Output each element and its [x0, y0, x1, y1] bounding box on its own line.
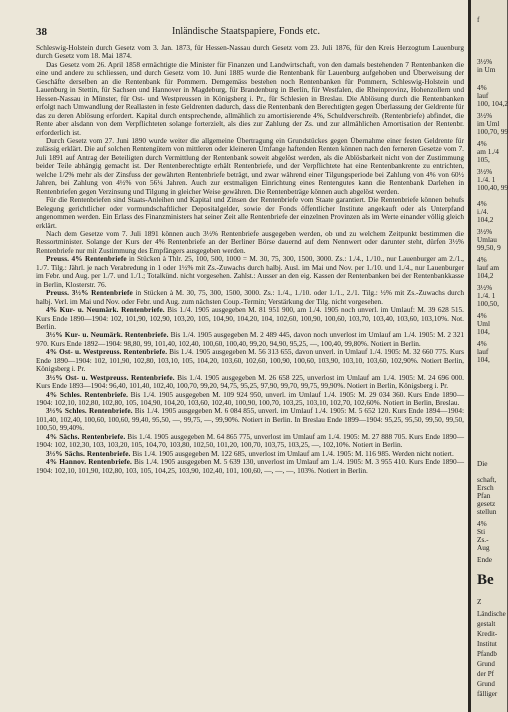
- right-page-fragment: 4%: [477, 519, 487, 528]
- entry-title: 3½% Sächs. Rentenbriefe.: [46, 448, 131, 458]
- page-number: 38: [36, 26, 47, 38]
- right-page-fragment: 4%: [477, 199, 487, 208]
- right-page-fragment: f: [477, 15, 480, 24]
- right-page-fragment: i./4.: [477, 207, 489, 216]
- body-paragraph: [36, 137, 464, 196]
- paragraph-text: in Stücken à M. 30, 75, 300, 1500, 3000. Zs.: 1./4., 1./10. oder 1./1., 2./1. Tilg.: ½% mit Zs.-Zuwachs durch halbj. Verl. im Mai und Nov. oder Febr. und Aug. zum nächsten Coup.-Termin; Verstärkung der Tilg. nicht vorgesehen.: [36, 288, 464, 306]
- right-page-fragment: 104,2: [477, 215, 494, 224]
- right-page-fragment: gesetz: [477, 499, 496, 508]
- paragraph-text: Bis 1./4. 1905 ausgegeben M. 56 313 655, davon unverl. in Umlauf 1./4. 1905: M. 32 660 775. Kurs Ende 1890—1904: 102, 101,90, 102,80, 103,10, 105, 104,20, 103,60, 102,60, 100,90, 100,60, 103,90, 103,10, 103,60, 102,90%. Notiert Berlin, Königsberg i. Pr.: [36, 347, 465, 374]
- right-page-fragment: 4%: [477, 83, 487, 92]
- right-page-fragment: 100,40, 99: [477, 183, 508, 192]
- paragraph-text: in Stücken à Thlr. 25, 100, 500, 1000 = M. 30, 75, 300, 1500, 3000. Zs.: 1./4., 1./10., nur Lauenburger am 2./1., 1./7. Tilg.: Jährl. je nach Verabredung in 1 oder 1½% mit Zs.-Zuwachs durch halbj. Ausl. im Mai und Nov. per 1./10. und 1./4., nur Lauenburger im Febr. und Aug. per 1./7. und 1./1.; Totalkünd. nicht vorgesehen. Zahlst.: Ausser an den eig. Kassen der Rentenbanken bei der Rentenbankkasse in Berlin, Klosterstr. 76.: [36, 254, 464, 289]
- paragraph-text: Bis 1./4. 1905 ausgegeben M. 122 685, unverlost im Umlauf am 1./4. 1905: M. 116 985. Werden nicht notiert.: [132, 448, 454, 458]
- right-page-fragment: 100,50,: [477, 299, 499, 308]
- right-page-fragment: 3½%: [477, 227, 493, 236]
- right-page-fragment: Die: [477, 459, 488, 468]
- right-page-fragment: 4%: [477, 255, 487, 264]
- paragraph-text: Bis 1./4. 1905 ausgegeben M. 2 489 445, davon noch unverlost im Umlauf am 1./4. 1905: M. 2 321 970. Kurs Ende 1892—1904: 98,80, 99, 101,40, 102,40, 100,60, 100,40, 99,20, 94,90, 95,25, —, 100,40, 99,80%. Notiert in Berlin.: [36, 330, 464, 348]
- entry-paragraph: [36, 348, 464, 373]
- entry-title: 4% Schles. Rentenbriefe.: [46, 389, 129, 399]
- right-page-fragment: Ländische: [477, 610, 506, 618]
- right-page-fragment: schaft,: [477, 475, 497, 484]
- body-paragraph: [36, 61, 464, 137]
- page-header: [36, 26, 456, 40]
- entry-paragraph: [36, 374, 464, 391]
- right-page-fragment: 1./4. 1: [477, 175, 496, 184]
- paragraph-text: Für die Rentenbriefen sind Staats-Anleihen und Kapital und Zinsen der Rentenbriefe vom Staate garantiert. Die Rentenbriefe können behufs Belegung gerichtlicher oder vormundschaftlicher Depositalgelder, sowie der Fonds öffentlicher Institute angekauft oder als Unterpfand angenommen werden. Ein Erlass des Finanzministers hat seiner Zeit alle Rentenbriefe der einzelnen Provinzen als im Werte einander völlig gleich erklärt.: [36, 195, 464, 230]
- entry-title: 3½% Schles. Rentenbriefe.: [46, 406, 133, 416]
- body-paragraph: [36, 230, 464, 255]
- entry-paragraph: [36, 407, 464, 432]
- right-page-fragment: 1./4. 1: [477, 291, 496, 300]
- paragraph-text: Das Gesetz vom 26. April 1858 ermächtigte die Minister für Finanzen und Landwirtschaft, von den damals bestehenden 7 Rentenbanken die eine und andere zu schliessen, und durch Gesetz vom 10. Juni 1885 wurde die Rentenbank für Lauenburg aufgehoben und Überweisung der Geschäfte derselben an die Rentenbank für Pommern. Demgemäss bestehen noch Rentenbanken für Pommern, Schleswig-Holstein und Lauenburg in Stettin, für Sachsen und Hannover in Magdeburg, für Brandenburg in Berlin, für Westfalen, die Rheinprovinz, Hohenzollern und Hessen-Nassau in Münster, für Ost- und Westpreussen in Königsberg i. Pr., für Schlesien in Breslau. Die Ablösung durch die Rentenbanken erfolgt nach Umwandlung der Reallasten in feste Geldrenten dadurch, dass die Rentenbank den Berechtigten gegen Überlassung der Geldrente für das zu deren Ablösung erfordert. Kapital durch entsprechende, allmählich zu amortisierende 4%, Schuldverschreib. (Rentenbriefe) abfindet, die Rente aber alsdann von dem Verpflichteten solange forterzielt, als dies zur Zahlung der Zs. und zur allmählichen Amortisation der Rentenbr. erforderlich ist.: [36, 59, 464, 137]
- right-page-fragment: gestalt: [477, 620, 496, 628]
- entry-paragraph: [36, 458, 464, 475]
- adjacent-page-edge: [468, 0, 507, 712]
- entry-paragraph: [36, 289, 464, 306]
- right-page-fragment: Kredit-: [477, 630, 498, 638]
- right-page-fragment: 104,: [477, 327, 490, 336]
- right-page-fragment: lauf: [477, 347, 489, 356]
- right-page-fragment: stellun: [477, 507, 497, 516]
- right-page-fragment: 104,2: [477, 271, 494, 280]
- paragraph-text: Bis 1./4. 1905 ausgegeben M. 26 658 225, unverlost im Umlauf am 1./4. 1905: M. 24 696 000. Kurs Ende 1893—1904: 96,40, 101,40, 102,40, 100,70, 99,20, 94,75, 95,25, 97,90, 99,70, 99,75, 99,90%. Notiert in Berlin, Königsberg i. Pr.: [36, 372, 465, 391]
- right-page-fragment: lauf am: [477, 263, 500, 272]
- entry-title: 4% Hannov. Rentenbriefe.: [46, 457, 132, 467]
- entry-paragraph: [36, 391, 464, 408]
- right-page-fragment: 105,: [477, 155, 490, 164]
- entry-paragraph: [36, 306, 464, 331]
- right-page-fragment: Ersch: [477, 483, 494, 492]
- paragraph-text: Schleswig-Holstein durch Gesetz vom 3. Jan. 1873, für Hessen-Nassau durch Gesetz vom 23. Juli 1876, für den Kreis Herzogtum Lauenburg durch Gesetz vom 18. Mai 1874.: [36, 43, 464, 61]
- right-page-fragment: 100, 104,2: [477, 99, 508, 108]
- right-page-fragment: Grund: [477, 680, 495, 688]
- text-column: [36, 44, 464, 706]
- body-paragraph: [36, 44, 464, 61]
- paragraph-text: Durch Gesetz vom 27. Juni 1890 wurde weiter die allgemeine Übertragung ein Grundstückes gegen Übernahme einer festen Geldrente für zulässig erklärt. Die auf solchen Rentengütern von mittleren oder kleineren Umfange haftenden Renten können nach den ferneren Gesetze vom 7. Juli 1891 auf Antrag der Beteiligten durch Vermittlung der Rentenbank soweit abgelöst werden, als die Ablösbarkeit nicht von der Zustimmung beider Teile abhängig gemacht ist. Der Rentenberechtigte erhält Rentenbriefe, und der Verpflichtete hat eine Rentenbankrente zu entrichten, welche 1/2% mehr als der Zinsfuss der gewährten Rentenbriefe beträgt, und zwar während einer Tilgungsperiode bei Zahlung von 4% von 60½ Jahren, bei Zahlung von 4½% von 56¼ Jahren. Auch zur erstmaligen Einrichtung eines Rentengutes kann die Rentenbank Darlehen in Rentenbriefen gegen Verzinsung und Tilgung in gleicher Weise gewähren. Die Rentenbeträge können auch abgelöst werden.: [36, 135, 464, 196]
- right-page-fragment: 104,: [477, 355, 490, 364]
- right-page-fragment: 3½%: [477, 111, 493, 120]
- entry-paragraph: [36, 433, 464, 450]
- entry-title: 3½% Ost- u. Westpreuss. Rentenbriefe.: [46, 372, 175, 382]
- right-page-fragment: Grund: [477, 660, 495, 668]
- right-page-fragment: Zs.-: [477, 535, 489, 544]
- right-page-fragment: Pfan: [477, 491, 491, 500]
- right-page-fragment: Z: [477, 597, 482, 606]
- paragraph-text: Bis 1./4. 1905 ausgegeben M. 81 951 900, am 1./4. 1905 noch unverl. im Umlauf: M. 39 628 515. Kurs Ende 1890—1904: 102, 101,90, 102,90, 103,20, 105, 104,90, 104,20, 104, 102,60, 100,90, 100,60, 103,70, 103,40, 103,60, 103,10%. Not. Berlin.: [36, 305, 464, 331]
- right-page-fragment: der Pf: [477, 670, 494, 678]
- right-page-fragment: 3½%: [477, 167, 493, 176]
- right-page-fragment: Uml: [477, 319, 490, 328]
- right-page-fragment: Be: [477, 572, 494, 588]
- right-page-fragment: Umlau: [477, 235, 497, 244]
- entry-title: 4% Ost- u. Westpreuss. Rentenbriefe.: [46, 347, 168, 357]
- entry-title: Preuss. 4% Rentenbriefe: [46, 254, 127, 264]
- right-page-fragment: am 1./4: [477, 147, 499, 156]
- paragraph-text: Bis 1./4. 1905 ausgegeben M. 6 084 855, unverl. im Umlauf 1./4. 1905: M. 5 652 120. Kurs Ende 1894—1904: 101,40, 102,40, 100,60, 100,60, 99,40, 95,50, —, 99,75, —, 99,90%. Notiert in Berlin. In Breslau Ende 1899—1904: 95,25, 95,50, 99,50, 99,50, 100,50, 99,40%.: [36, 406, 465, 433]
- entry-paragraph: [36, 331, 464, 348]
- entry-title: 4% Sächs. Rentenbriefe.: [46, 431, 126, 441]
- paragraph-text: Bis 1./4. 1905 ausgegeben M. 109 924 950, unverl. im Umlauf 1./4. 1905: M. 29 034 360. Kurs Ende 1890—1904: 102,10, 102,80, 102,80, 105, 104,90, 104,20, 103,60, 102,40, 100,90, 100,70, 103,25, 103,10, 102,70, 102,60%. Notiert in Berlin, Breslau.: [36, 389, 464, 408]
- right-page-fragment: 3½%: [477, 283, 493, 292]
- paragraph-text: Nach dem Gesetze vom 7. Juli 1891 können auch 3½% Rentenbriefe ausgegeben werden, ob und zu welchem Zeitpunkt bestimmen die Ressortminister. Solange der Kurs der 4% Rentenbriefe an der Berliner Börse dauernd auf dem Nennwert oder darunter steht, dürfen 3½% Rentenbriefe nur mit Zustimmung des Empfängers ausgegeben werden.: [36, 228, 464, 255]
- right-page-fragment: fälliger: [477, 690, 498, 698]
- running-head: Inländische Staatspapiere, Fonds etc.: [171, 26, 320, 37]
- entry-title: 3½% Kur- u. Neumärk. Rentenbriefe.: [46, 330, 169, 340]
- right-page-fragment: in Um: [477, 65, 496, 74]
- right-page-fragment: 100,70, 99: [477, 127, 508, 136]
- paragraph-text: Bis 1./4. 1905 ausgegeben M. 5 639 130, unverlost im Umlauf am 1./4. 1905: M. 3 955 410. Kurs Ende 1890—1904: 102,10, 101,90, 102,80, 103, 105, 104,25, 103,90, 102,40, 101, 100,60, —, —, —, 103%. Notiert in Berlin.: [36, 457, 464, 475]
- right-page-fragment: 99,50, 9: [477, 243, 501, 252]
- right-page-fragment: 4%: [477, 311, 487, 320]
- right-page-fragment: 3½%: [477, 57, 493, 66]
- right-page-fragment: 4%: [477, 139, 487, 148]
- right-page-fragment: Ende: [477, 555, 492, 564]
- right-page-fragment: Aug: [477, 543, 490, 552]
- right-page-fragment: im Uml: [477, 119, 500, 128]
- right-page-fragment: lauf: [477, 91, 489, 100]
- paragraph-text: Bis 1./4. 1905 ausgegeben M. 64 865 775, unverlost im Umlauf am 1./4. 1905: M. 27 888 705. Kurs Ende 1890—1904: 102, 102,30, 103, 103,20, 105, 104,70, 103,80, 102,50, 101,20, 100,70, 103,75, 103,25, —, 102,10%. Notiert in Berlin.: [36, 431, 464, 450]
- entry-title: 4% Kur- u. Neumärk. Rentenbriefe.: [46, 305, 165, 315]
- entry-paragraph: [36, 255, 464, 289]
- body-paragraph: [36, 196, 464, 230]
- right-page-fragment: Sti: [477, 527, 486, 536]
- right-page-fragment: Pfandb: [477, 650, 497, 658]
- right-page-fragment: Institut: [477, 640, 497, 648]
- entry-title: Preuss. 3½% Rentenbriefe: [46, 288, 133, 298]
- right-page-fragment: 4%: [477, 339, 487, 348]
